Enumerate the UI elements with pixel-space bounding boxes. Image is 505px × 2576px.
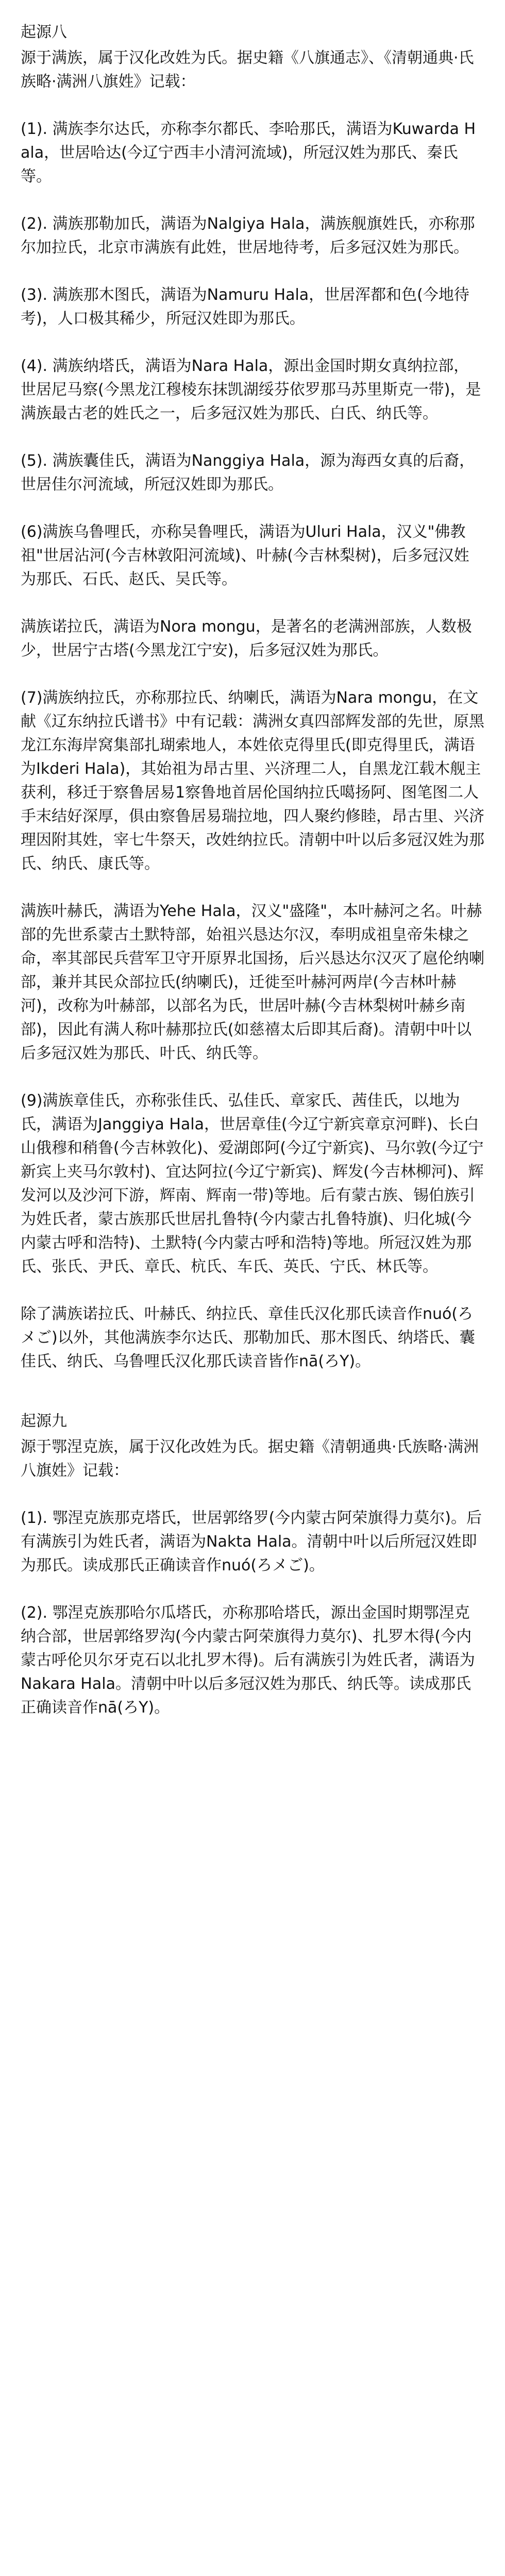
- paragraph-item: 满族诺拉氏，满语为Nora mongu，是著名的老满洲部族，人数极少，世居宁古塔(今黑龙江宁安)，后多冠汉姓为那氏。: [21, 618, 472, 659]
- paragraph-item: (4). 满族纳塔氏，满语为Nara Hala，源出金国时期女真纳拉部，世居尼马察(今黑龙江穆棱东抹凯湖绥芬依罗那马苏里斯克一带)，是满族最古老的姓氏之一，后多冠汉姓为那氏、白氏、纳氏等。: [21, 357, 481, 422]
- paragraph-item: (2). 满族那勒加氏，满语为Nalgiya Hala，满族舰旗姓氏，亦称那尔加拉氏，北京市满族有此姓，世居地待考，后多冠汉姓为那氏。: [21, 215, 475, 257]
- paragraph-item: (7)满族纳拉氏，亦称那拉氏、纳喇氏，满语为Nara mongu，在文献《辽东纳拉氏谱书》中有记载：满洲女真四部辉发部的先世，原黑龙江东海岸窝集部扎瑚索地人，本姓依克得里氏(即克得里氏，满语为Ikderi Hala)，其始祖为昂古里、兴济理二人，自黑龙江载木舰主获利，移迁于察鲁居易1察鲁地首居伦国纳拉氏噶扬阿、图笔图二人手末结好深厚，俱由察鲁居易瑞拉地，四人聚约修睦，昂古里、兴济理因附其姓，宰七牛祭天，改姓纳拉氏。清朝中叶以后多冠汉姓为那氏、纳氏、康氏等。: [21, 689, 484, 873]
- paragraph-item: (1). 鄂涅克族那克塔氏，世居郭络罗(今内蒙古阿荣旗得力莫尔)。后有满族引为姓氏者，满语为Nakta Hala。清朝中叶以后所冠汉姓即为那氏。读成那氏正确读音作nuó(ろメご)。: [21, 1509, 482, 1574]
- section-heading: 起源八: [21, 23, 67, 41]
- paragraph-item: (3). 满族那木图氏，满语为Namuru Hala，世居浑都和色(今地待考)，人口极其稀少，所冠汉姓即为那氏。: [21, 286, 469, 328]
- paragraph-item: (1). 满族李尔达氏，亦称李尔都氏、李哈那氏，满语为Kuwarda Hala，世居哈达(今辽宁西丰小清河流域)，所冠汉姓为那氏、秦氏等。: [21, 120, 476, 185]
- section-origin-9: [21, 1410, 484, 1720]
- section-origin-8: [21, 21, 484, 1374]
- paragraph-item: (6)满族乌鲁哩氏，亦称吴鲁哩氏，满语为Uluri Hala，汉义"佛教祖"世居沾河(今吉林敦阳河流域)、叶赫(今吉林梨树)，后多冠汉姓为那氏、石氏、赵氏、吴氏等。: [21, 523, 469, 588]
- section-intro: 源于鄂涅克族，属于汉化改姓为氏。据史籍《清朝通典·氏族略·满洲八旗姓》记载：: [21, 1438, 479, 1480]
- paragraph-item: 满族叶赫氏，满语为Yehe Hala，汉义"盛隆"，本叶赫河之名。叶赫部的先世系蒙古土默特部，始祖兴恳达尔汉，奉明成祖皇帝朱棣之命，率其部民兵营军卫守开原界北国扬，后兴恳达尔汉灭了扈伦纳喇部，兼并其民众部拉氏(纳喇氏)，迁徙至叶赫河两岸(今吉林叶赫河)，改称为叶赫部，以部名为氏，世居叶赫(今吉林梨树叶赫乡南部)，因此有满人称叶赫那拉氏(如慈禧太后即其后裔)。清朝中叶以后多冠汉姓为那氏、叶氏、纳氏等。: [21, 902, 484, 1062]
- paragraph-item: (2). 鄂涅克族那哈尔瓜塔氏，亦称那哈塔氏，源出金国时期鄂涅克纳合部，世居郭络罗沟(今内蒙古阿荣旗得力莫尔)、扎罗木得(今内蒙古呼伦贝尔牙克石以北扎罗木得)。后有满族引为姓氏者，满语为Nakara Hala。清朝中叶以后多冠汉姓为那氏、纳氏等。读成那氏正确读音作nā(ろY)。: [21, 1604, 475, 1717]
- section-intro: 源于满族，属于汉化改姓为氏。据史籍《八旗通志》、《清朝通典·氏族略·满洲八旗姓》记载：: [21, 49, 474, 91]
- paragraph-item: 除了满族诺拉氏、叶赫氏、纳拉氏、章佳氏汉化那氏读音作nuó(ろメご)以外，其他满族李尔达氏、那勒加氏、那木图氏、纳塔氏、囊佳氏、纳氏、乌鲁哩氏汉化那氏读音皆作nā(ろY)。: [21, 1305, 475, 1370]
- paragraph-item: (9)满族章佳氏，亦称张佳氏、弘佳氏、章家氏、茜佳氏，以地为氏，满语为Janggiya Hala，世居章佳(今辽宁新宾章京河畔)、长白山俄穆和稍鲁(今吉林敦化)、爱湖郎阿(今辽宁新宾)、马尔敦(今辽宁新宾上夹马尔敦村)、宜达阿拉(今辽宁新宾)、辉发(今吉林柳河)、辉发河以及沙河下游，辉南、辉南一带)等地。后有蒙古族、锡伯族引为姓氏者，蒙古族那氏世居扎鲁特(今内蒙古扎鲁特旗)、归化城(今内蒙古呼和浩特)、土默特(今内蒙古呼和浩特)等地。所冠汉姓为那氏、张氏、尹氏、章氏、杭氏、车氏、英氏、宁氏、林氏等。: [21, 1092, 484, 1276]
- paragraph-item: (5). 满族囊佳氏，满语为Nanggiya Hala，源为海西女真的后裔，世居佳尔河流域，所冠汉姓即为那氏。: [21, 452, 475, 494]
- section-heading: 起源九: [21, 1412, 67, 1430]
